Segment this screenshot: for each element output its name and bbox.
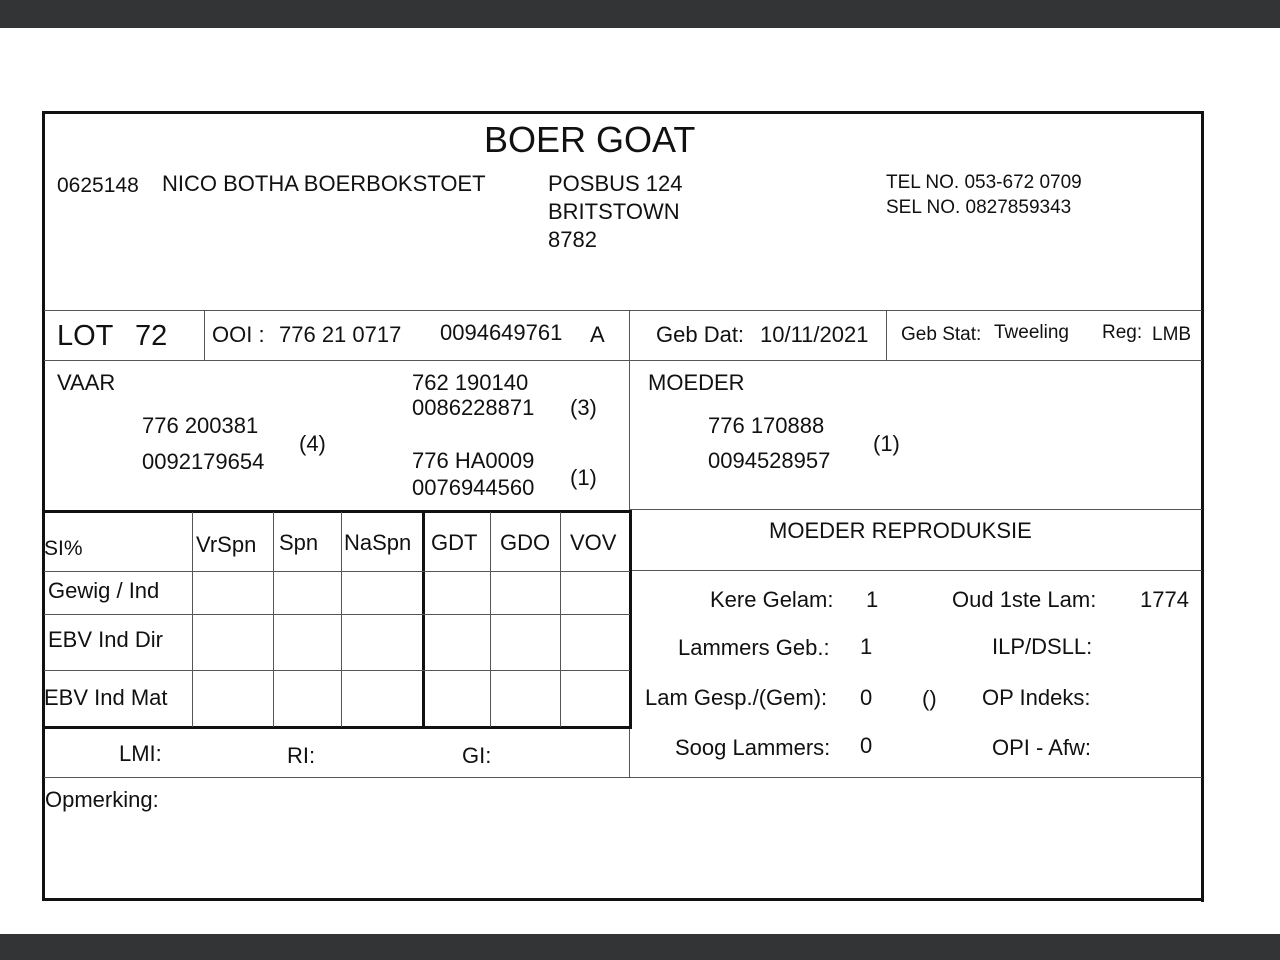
card-border-top	[42, 111, 1204, 114]
bottom-window-bar	[0, 934, 1280, 960]
vaar-dam-id: 776 HA0009	[412, 448, 535, 473]
ebv-table-bottom	[44, 726, 632, 729]
lmi-label: LMI:	[119, 741, 162, 766]
vaar-sire-id: 762 190140	[412, 370, 529, 395]
ebv-col-line-4	[490, 512, 491, 727]
ebv-row-gewig: Gewig / Ind	[48, 578, 160, 603]
vaar-dam-number: 0076944560	[412, 475, 535, 500]
ebv-table-top	[44, 510, 632, 513]
ooi-id: 776 21 0717	[279, 322, 402, 347]
reg-value: LMB	[1152, 324, 1192, 345]
vaar-dam-count: (1)	[570, 465, 597, 490]
lammers-geb-label: Lammers Geb.:	[678, 635, 830, 660]
repro-title: MOEDER REPRODUKSIE	[769, 518, 1032, 543]
ebv-header-vrspn: VrSpn	[196, 532, 257, 557]
moeder-number: 0094528957	[708, 448, 831, 473]
card-border-left	[42, 111, 45, 901]
ebv-corner-label: SI%	[44, 537, 83, 560]
ebv-row-ind-mat: EBV Ind Mat	[44, 685, 168, 710]
ebv-row-ind-dir: EBV Ind Dir	[48, 627, 163, 652]
moeder-count: (1)	[873, 431, 900, 456]
lam-gesp-label: Lam Gesp./(Gem):	[645, 685, 828, 710]
divider-indices-bottom	[44, 777, 1202, 778]
card-border-right	[1201, 111, 1204, 902]
soog-lammers-label: Soog Lammers:	[675, 735, 831, 760]
ebv-header-vov: VOV	[570, 530, 617, 555]
vaar-count: (4)	[299, 431, 326, 456]
address-line-2: BRITSTOWN	[548, 199, 680, 224]
divider-gebdat-gebstat	[886, 311, 887, 360]
moeder-id: 776 170888	[708, 413, 825, 438]
opi-afw-label: OPI - Afw:	[992, 735, 1092, 760]
sel-number: SEL NO. 0827859343	[886, 197, 1072, 218]
oud-1ste-lam-value: 1774	[1140, 587, 1189, 612]
geb-dat-value: 10/11/2021	[760, 322, 869, 347]
tel-number: TEL NO. 053-672 0709	[886, 172, 1082, 193]
divider-lot-ooi	[204, 311, 205, 360]
lam-gesp-gem: ()	[922, 686, 937, 711]
address-line-3: 8782	[548, 227, 597, 252]
vaar-id: 776 200381	[142, 413, 259, 438]
vaar-label: VAAR	[57, 370, 116, 395]
geb-stat-label: Geb Stat:	[901, 324, 982, 345]
ebv-col-line-2	[273, 512, 274, 727]
address-line-1: POSBUS 124	[548, 171, 683, 196]
divider-lot-bottom	[44, 360, 1202, 361]
vaar-sire-number: 0086228871	[412, 395, 535, 420]
ebv-col-line-5	[560, 512, 561, 727]
gi-label: GI:	[462, 743, 492, 768]
divider-lot-top	[44, 310, 1202, 311]
ebv-header-gdt: GDT	[431, 530, 478, 555]
kere-gelam-value: 1	[866, 587, 879, 612]
geb-stat-value: Tweeling	[994, 322, 1069, 343]
geb-dat-label: Geb Dat:	[656, 322, 745, 347]
vaar-number: 0092179654	[142, 449, 265, 474]
moeder-label: MOEDER	[648, 370, 745, 395]
soog-lammers-value: 0	[860, 733, 873, 758]
reg-label: Reg:	[1102, 322, 1143, 343]
ilp-dsll-label: ILP/DSLL:	[992, 634, 1093, 659]
ooi-label: OOI :	[212, 322, 265, 347]
ebv-header-naspn: NaSpn	[344, 530, 412, 555]
oud-1ste-lam-label: Oud 1ste Lam:	[952, 587, 1097, 612]
ebv-header-spn: Spn	[279, 530, 319, 555]
lot-label: LOT	[57, 320, 114, 352]
lam-gesp-value: 0	[860, 685, 873, 710]
ebv-row-line-3	[44, 670, 630, 671]
ooi-number: 0094649761	[440, 320, 563, 345]
divider-ooi-gebdat	[629, 311, 630, 360]
opmerking-label: Opmerking:	[45, 787, 159, 812]
ebv-col-line-1	[192, 512, 193, 727]
ebv-row-line-1	[44, 571, 630, 572]
breeder-name: NICO BOTHA BOERBOKSTOET	[162, 171, 486, 196]
op-indeks-label: OP Indeks:	[982, 685, 1091, 710]
ebv-col-line-3	[341, 512, 342, 727]
ebv-row-line-2	[44, 614, 630, 615]
lammers-geb-value: 1	[860, 634, 873, 659]
breeder-code: 0625148	[57, 174, 139, 197]
ri-label: RI:	[287, 743, 316, 768]
lot-number: 72	[135, 320, 168, 352]
kere-gelam-label: Kere Gelam:	[710, 587, 834, 612]
vaar-sire-count: (3)	[570, 395, 597, 420]
ebv-table-right	[629, 510, 632, 729]
ooi-grade: A	[590, 322, 605, 347]
divider-repro-header-bottom	[630, 570, 1202, 571]
card-border-bottom	[42, 898, 1204, 901]
ebv-header-gdo: GDO	[500, 530, 551, 555]
ebv-table-mid	[422, 510, 425, 729]
divider-repro-header-top	[630, 509, 1202, 510]
top-window-bar	[0, 0, 1280, 28]
card-title: BOER GOAT	[484, 119, 696, 160]
